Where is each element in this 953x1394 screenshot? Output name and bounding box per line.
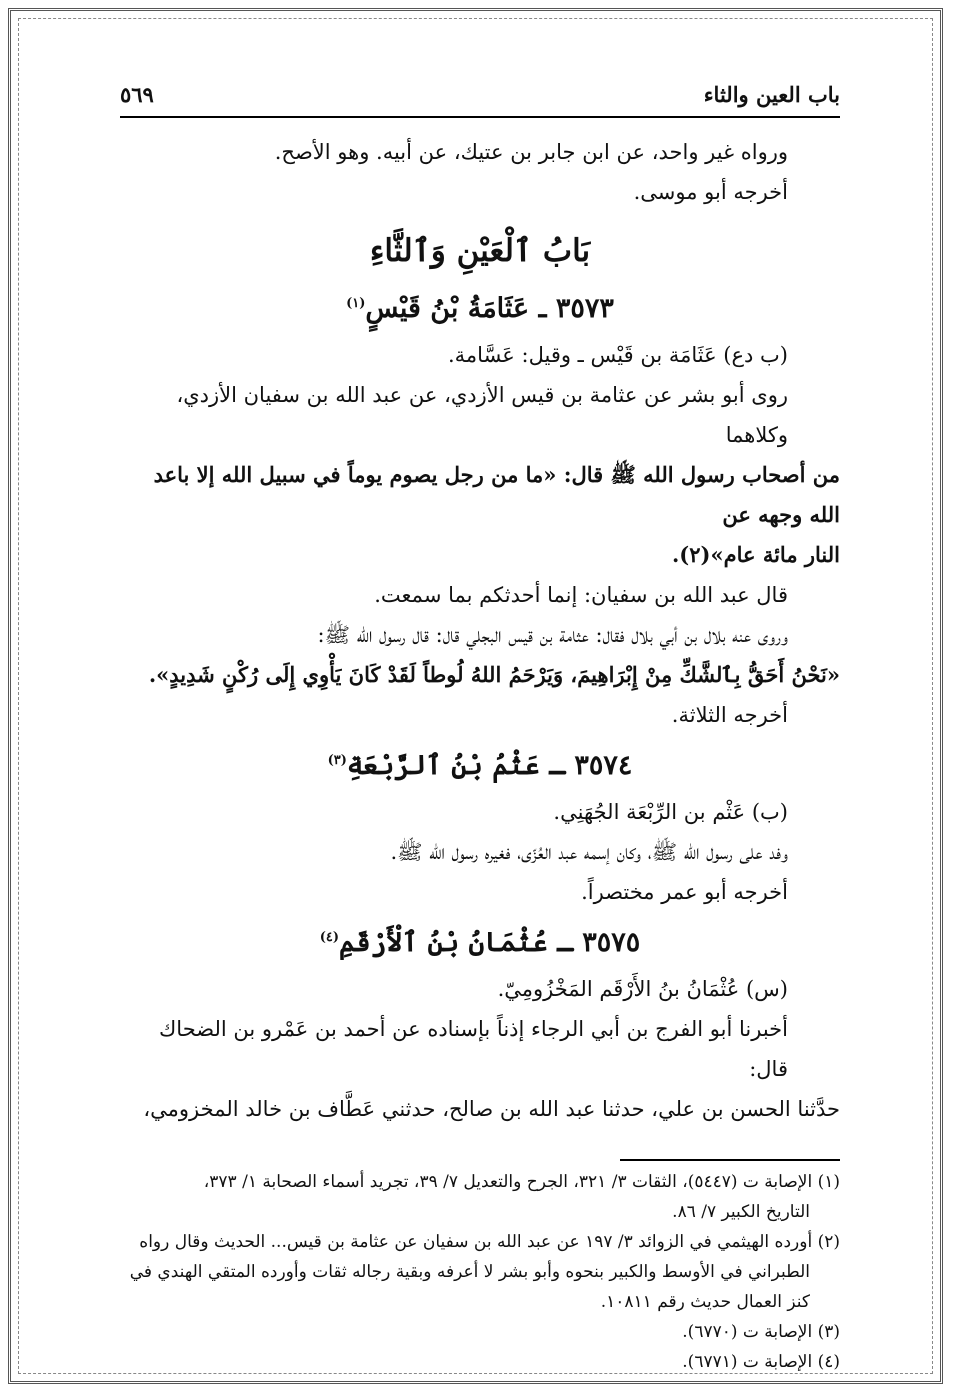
entry-line: من أصحاب رسول الله ﷺ قال: «ما من رجل يصوم يوماً في سبيل الله إلا باعد الله وجهه عن [153,462,840,527]
footnote: (٣) الإصابة ت (٦٧٧٠). [682,1322,840,1342]
entry-heading: ٣٥٧٥ ـ عُثْمَانُ بْنُ ٱلْأَرْقَمِ$^{(٤)}$ [319,927,641,958]
running-header [120,80,840,118]
entry-line: وروى عنه بلال بن أبي بلال فقال: عثامة بن قيس البجلي قال: قال رسول الله ﷺ: [317,623,788,647]
footnote: (٢) أورده الهيثمي في الزوائد ٣/ ١٩٧ عن عبد الله بن سفيان عن عثامة بن قيس... الحديث وقال رواه [139,1232,840,1252]
entry-line: (ب دع) عَثَامَة بن قَيْس ـ وقيل: عَسَّامة. [447,343,788,367]
entry-number: ٣٥٧٥ [582,927,641,958]
entry-line: (س) عُثْمَانُ بنُ الأَرْقَم المَخْزُومِيّ. [497,977,788,1001]
intro-line: أخرجه أبو موسى. [633,180,788,204]
entry-number: ٣٥٧٣ [555,293,614,324]
footnote-ref: (١) [346,296,366,311]
entry-heading: ٣٥٧٤ ـ عَثْمُ بْنُ ٱلرَّبْعَةِ$^{(٣)}$ [327,750,633,781]
intro-line: ورواه غير واحد، عن ابن جابر بن عتيك، عن أبيه. وهو الأصح. [274,140,788,164]
page-body [120,132,840,1377]
footnote-cont: كنز العمال حديث رقم ١٠٨١١. [600,1292,810,1312]
entry-heading: ٣٥٧٣ ـ عَثَامَةُ بْنُ قَيْسٍ$^{(١)}$ [346,293,614,324]
footnote-divider [620,1159,840,1161]
footnote-ref: (٤) [319,930,339,945]
entry-line: قال عبد الله بن سفيان: إنما أحدثكم بما سمعت. [374,583,788,607]
footnote-cont: التاريخ الكبير ٧/ ٨٦. [672,1202,810,1222]
entry-line: وفد على رسول الله ﷺ، وكان إسمه عبد العُزّى، فغيره رسول الله ﷺ. [390,840,788,864]
entry-line: حدَّثنا الحسن بن علي، حدثنا عبد الله بن صالح، حدثني عَطَّاف بن خالد المخزومي، [143,1097,840,1121]
footnotes [120,1167,840,1377]
header-title: باب العين والثاء [703,82,840,107]
footnote-cont: الطبراني في الأوسط والكبير بنحوه وأبو بشر لا أعرفه وبقية رجاله ثقات وأورده المتقي الهندي في [129,1262,810,1282]
entry-name: عُثْمَانُ بْنُ ٱلْأَرْقَمِ [339,927,548,958]
entry-name: عَثَامَةُ بْنُ قَيْسٍ [365,293,530,324]
entry-name: عَثْمُ بْنُ ٱلرَّبْعَةِ [346,750,540,781]
entry-line: (ب) عَثْم بن الرِّبْعَة الجُهَنِي. [553,800,788,824]
entry-line: روى أبو بشر عن عثامة بن قيس الأزدي، عن عبد الله بن سفيان الأزدي، وكلاهما [176,383,788,447]
chapter-title: بَابُ ٱلْعَيْنِ وَٱلثَّاءِ [369,233,591,269]
footnote: (٤) الإصابة ت (٦٧٧١). [682,1352,840,1372]
entry-line: أخرجه أبو عمر مختصراً. [581,880,788,904]
entry-line: أخبرنا أبو الفرج بن أبي الرجاء إذناً بإسناده عن أحمد بن عَمْرو بن الضحاك قال: [159,1017,788,1081]
entry-line: أخرجه الثلاثة. [671,703,788,727]
page-number: ٥٦٩ [120,82,154,107]
footnote: (١) الإصابة ت (٥٤٤٧)، الثقات ٣/ ٣٢١، الجرح والتعديل ٧/ ٣٩، تجريد أسماء الصحابة ١/ ٣٧٣، [203,1172,840,1192]
entry-line: النار مائة عام»(٢). [671,542,840,567]
entry-line: «نَحْنُ أَحَقُّ بِٱلشَّكِّ مِنْ إِبْرَاهِيمَ، وَيَرْحَمُ اللهُ لُوطاً لَقَدْ كَانَ يَأْوِي إِلَى رُكْنٍ شَدِيدٍ». [148,662,840,687]
entry-number: ٣٥٧٤ [574,750,633,781]
footnote-ref: (٣) [327,753,347,768]
